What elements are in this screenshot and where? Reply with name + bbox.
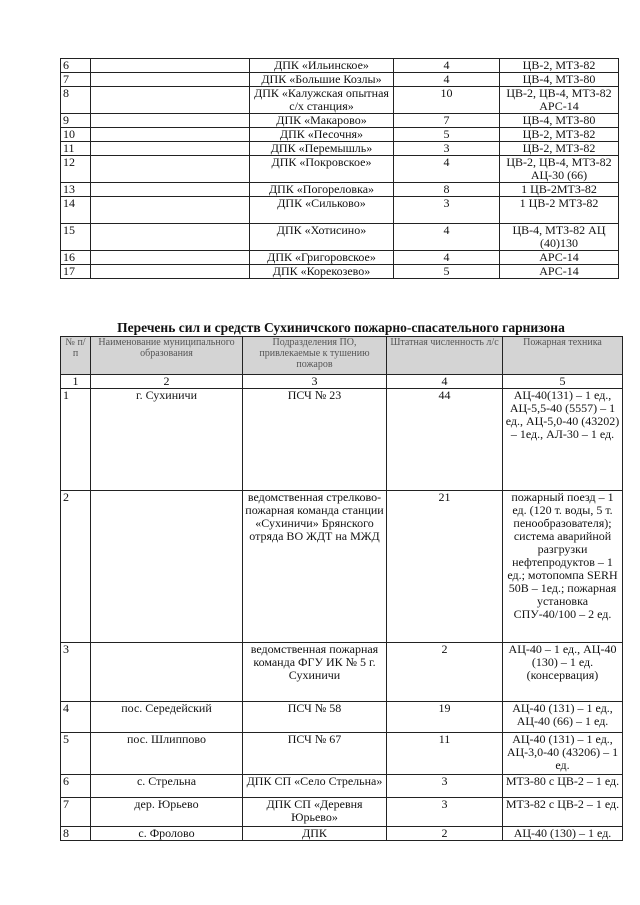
- staff-count: 3: [394, 142, 500, 156]
- garrison-table-caption: Перечень сил и средств Сухиничского пожарно-спасательного гарнизона: [117, 320, 565, 335]
- equipment: ЦВ-4, МТЗ-80: [500, 114, 619, 128]
- unit-name: ДПК «Макарово»: [250, 114, 394, 128]
- unit-name: ДПК «Покровское»: [250, 156, 394, 183]
- unit-name: ДПК «Григоровское»: [250, 251, 394, 265]
- equipment: ЦВ-4, МТЗ-82 АЦ (40)130: [500, 224, 619, 251]
- equipment: МТЗ-80 с ЦВ-2 – 1 ед.: [503, 775, 623, 798]
- row-number: 7: [61, 798, 91, 827]
- equipment: АЦ-40 (130) – 1 ед.: [503, 827, 623, 841]
- row-number: 6: [61, 775, 91, 798]
- municipality-name: с. Фролово: [91, 827, 243, 841]
- staff-count: 3: [387, 798, 503, 827]
- equipment: ЦВ-2, МТЗ-82: [500, 128, 619, 142]
- staff-count: 2: [387, 643, 503, 702]
- row-number: 1: [61, 389, 91, 491]
- table-row: [61, 251, 619, 265]
- equipment: АЦ-40 (131) – 1 ед., АЦ-40 (66) – 1 ед.: [503, 702, 623, 733]
- table-row: [61, 142, 619, 156]
- unit-name: ДПК «Корекозево»: [250, 265, 394, 279]
- table-row: [61, 389, 623, 491]
- header-staff: Штатная численность л/с: [387, 337, 503, 375]
- table-row: [61, 798, 623, 827]
- table-row: [61, 59, 619, 73]
- row-number: 7: [61, 73, 91, 87]
- header-equipment: Пожарная техника: [503, 337, 623, 375]
- fire-units-table-continued: [60, 58, 619, 279]
- staff-count: 8: [394, 183, 500, 197]
- municipality-name: г. Сухиничи: [91, 389, 243, 491]
- equipment: ЦВ-4, МТЗ-80: [500, 73, 619, 87]
- unit-name: ДПК «Перемышль»: [250, 142, 394, 156]
- municipality-name: [91, 491, 243, 643]
- equipment: МТЗ-82 с ЦВ-2 – 1 ед.: [503, 798, 623, 827]
- row-number: 2: [61, 491, 91, 643]
- unit-name: ДПК: [243, 827, 387, 841]
- row-number: 12: [61, 156, 91, 183]
- unit-name: ДПК «Калужская опытная с/х станция»: [250, 87, 394, 114]
- unit-name: ДПК «Песочня»: [250, 128, 394, 142]
- staff-count: 4: [394, 156, 500, 183]
- row-number: 11: [61, 142, 91, 156]
- staff-count: 2: [387, 827, 503, 841]
- row-number: 4: [61, 702, 91, 733]
- garrison-table-body: [61, 389, 623, 841]
- equipment: пожарный поезд – 1 ед. (120 т. воды, 5 т. пенообразователя); система аварийной разгрузки нефтепродуктов – 1 ед.; мотопомпа SERH 50В – 1ед.; пожарная установка СПУ-40/100 – 2 ед.: [503, 491, 623, 643]
- unit-name: ведомственная пожарная команда ФГУ ИК № 5 г. Сухиничи: [243, 643, 387, 702]
- unit-name: ДПК «Погореловка»: [250, 183, 394, 197]
- header-num: № п/п: [61, 337, 91, 375]
- table-row: [61, 128, 619, 142]
- staff-count: 19: [387, 702, 503, 733]
- table-header-row: [61, 337, 623, 375]
- header-municipality: Наименование муниципального образования: [91, 337, 243, 375]
- equipment: ЦВ-2, ЦВ-4, МТЗ-82 АРС-14: [500, 87, 619, 114]
- table-row: [61, 224, 619, 251]
- unit-name: ДПК «Сильково»: [250, 197, 394, 224]
- equipment: ЦВ-2, МТЗ-82: [500, 59, 619, 73]
- row-number: 9: [61, 114, 91, 128]
- table-row: [61, 491, 623, 643]
- unit-name: ДПК СП «Деревня Юрьево»: [243, 798, 387, 827]
- row-number: 5: [61, 733, 91, 775]
- unit-name: ведомственная стрелково-пожарная команда станции «Сухиничи» Брянского отряда ВО ЖДТ на МЖД: [243, 491, 387, 643]
- staff-count: 11: [387, 733, 503, 775]
- empty-cell: [91, 183, 250, 197]
- unit-name: ПСЧ № 67: [243, 733, 387, 775]
- empty-cell: [91, 251, 250, 265]
- unit-name: ПСЧ № 58: [243, 702, 387, 733]
- table-row: [61, 114, 619, 128]
- staff-count: 3: [387, 775, 503, 798]
- staff-count: 5: [394, 128, 500, 142]
- staff-count: 21: [387, 491, 503, 643]
- staff-count: 7: [394, 114, 500, 128]
- row-number: 14: [61, 197, 91, 224]
- row-number: 8: [61, 87, 91, 114]
- garrison-forces-table: [60, 336, 623, 841]
- unit-name: ДПК «Большие Козлы»: [250, 73, 394, 87]
- unit-name: ДПК «Хотисино»: [250, 224, 394, 251]
- empty-cell: [91, 87, 250, 114]
- fire-units-table-body: [61, 59, 619, 279]
- empty-cell: [91, 114, 250, 128]
- table-row: [61, 827, 623, 841]
- staff-count: 10: [394, 87, 500, 114]
- table-row: [61, 643, 623, 702]
- table-row: [61, 87, 619, 114]
- equipment: ЦВ-2, МТЗ-82: [500, 142, 619, 156]
- header-unit: Подразделения ПО, привлекаемые к тушению пожаров: [243, 337, 387, 375]
- table-row: [61, 775, 623, 798]
- row-number: 17: [61, 265, 91, 279]
- column-number: 3: [243, 375, 387, 389]
- table-row: [61, 702, 623, 733]
- row-number: 8: [61, 827, 91, 841]
- equipment: АЦ-40(131) – 1 ед., АЦ-5,5-40 (5557) – 1 ед., АЦ-5,0-40 (43202) – 1ед., АЛ-30 – 1 ед.: [503, 389, 623, 491]
- row-number: 6: [61, 59, 91, 73]
- column-number: 1: [61, 375, 91, 389]
- row-number: 15: [61, 224, 91, 251]
- equipment: АЦ-40 (131) – 1 ед., АЦ-3,0-40 (43206) – 1 ед.: [503, 733, 623, 775]
- equipment: АЦ-40 – 1 ед., АЦ-40 (130) – 1 ед. (консервация): [503, 643, 623, 702]
- staff-count: 44: [387, 389, 503, 491]
- equipment: ЦВ-2, ЦВ-4, МТЗ-82 АЦ-30 (66): [500, 156, 619, 183]
- equipment: АРС-14: [500, 251, 619, 265]
- column-number: 5: [503, 375, 623, 389]
- row-number: 10: [61, 128, 91, 142]
- empty-cell: [91, 59, 250, 73]
- staff-count: 4: [394, 73, 500, 87]
- municipality-name: пос. Шлиппово: [91, 733, 243, 775]
- staff-count: 4: [394, 251, 500, 265]
- table-row: [61, 156, 619, 183]
- table-row: [61, 197, 619, 224]
- column-number: 4: [387, 375, 503, 389]
- row-number: 3: [61, 643, 91, 702]
- staff-count: 4: [394, 224, 500, 251]
- empty-cell: [91, 197, 250, 224]
- column-number-row: [61, 375, 623, 389]
- table-row: [61, 733, 623, 775]
- municipality-name: пос. Середейский: [91, 702, 243, 733]
- equipment: 1 ЦВ-2 МТЗ-82: [500, 197, 619, 224]
- staff-count: 3: [394, 197, 500, 224]
- staff-count: 5: [394, 265, 500, 279]
- empty-cell: [91, 128, 250, 142]
- equipment: АРС-14: [500, 265, 619, 279]
- empty-cell: [91, 156, 250, 183]
- municipality-name: с. Стрельна: [91, 775, 243, 798]
- unit-name: ДПК «Ильинское»: [250, 59, 394, 73]
- table-row: [61, 73, 619, 87]
- empty-cell: [91, 73, 250, 87]
- empty-cell: [91, 142, 250, 156]
- municipality-name: дер. Юрьево: [91, 798, 243, 827]
- staff-count: 4: [394, 59, 500, 73]
- empty-cell: [91, 265, 250, 279]
- row-number: 16: [61, 251, 91, 265]
- unit-name: ПСЧ № 23: [243, 389, 387, 491]
- row-number: 13: [61, 183, 91, 197]
- table-row: [61, 265, 619, 279]
- empty-cell: [91, 224, 250, 251]
- column-number: 2: [91, 375, 243, 389]
- unit-name: ДПК СП «Село Стрельна»: [243, 775, 387, 798]
- table-row: [61, 183, 619, 197]
- municipality-name: [91, 643, 243, 702]
- equipment: 1 ЦВ-2МТЗ-82: [500, 183, 619, 197]
